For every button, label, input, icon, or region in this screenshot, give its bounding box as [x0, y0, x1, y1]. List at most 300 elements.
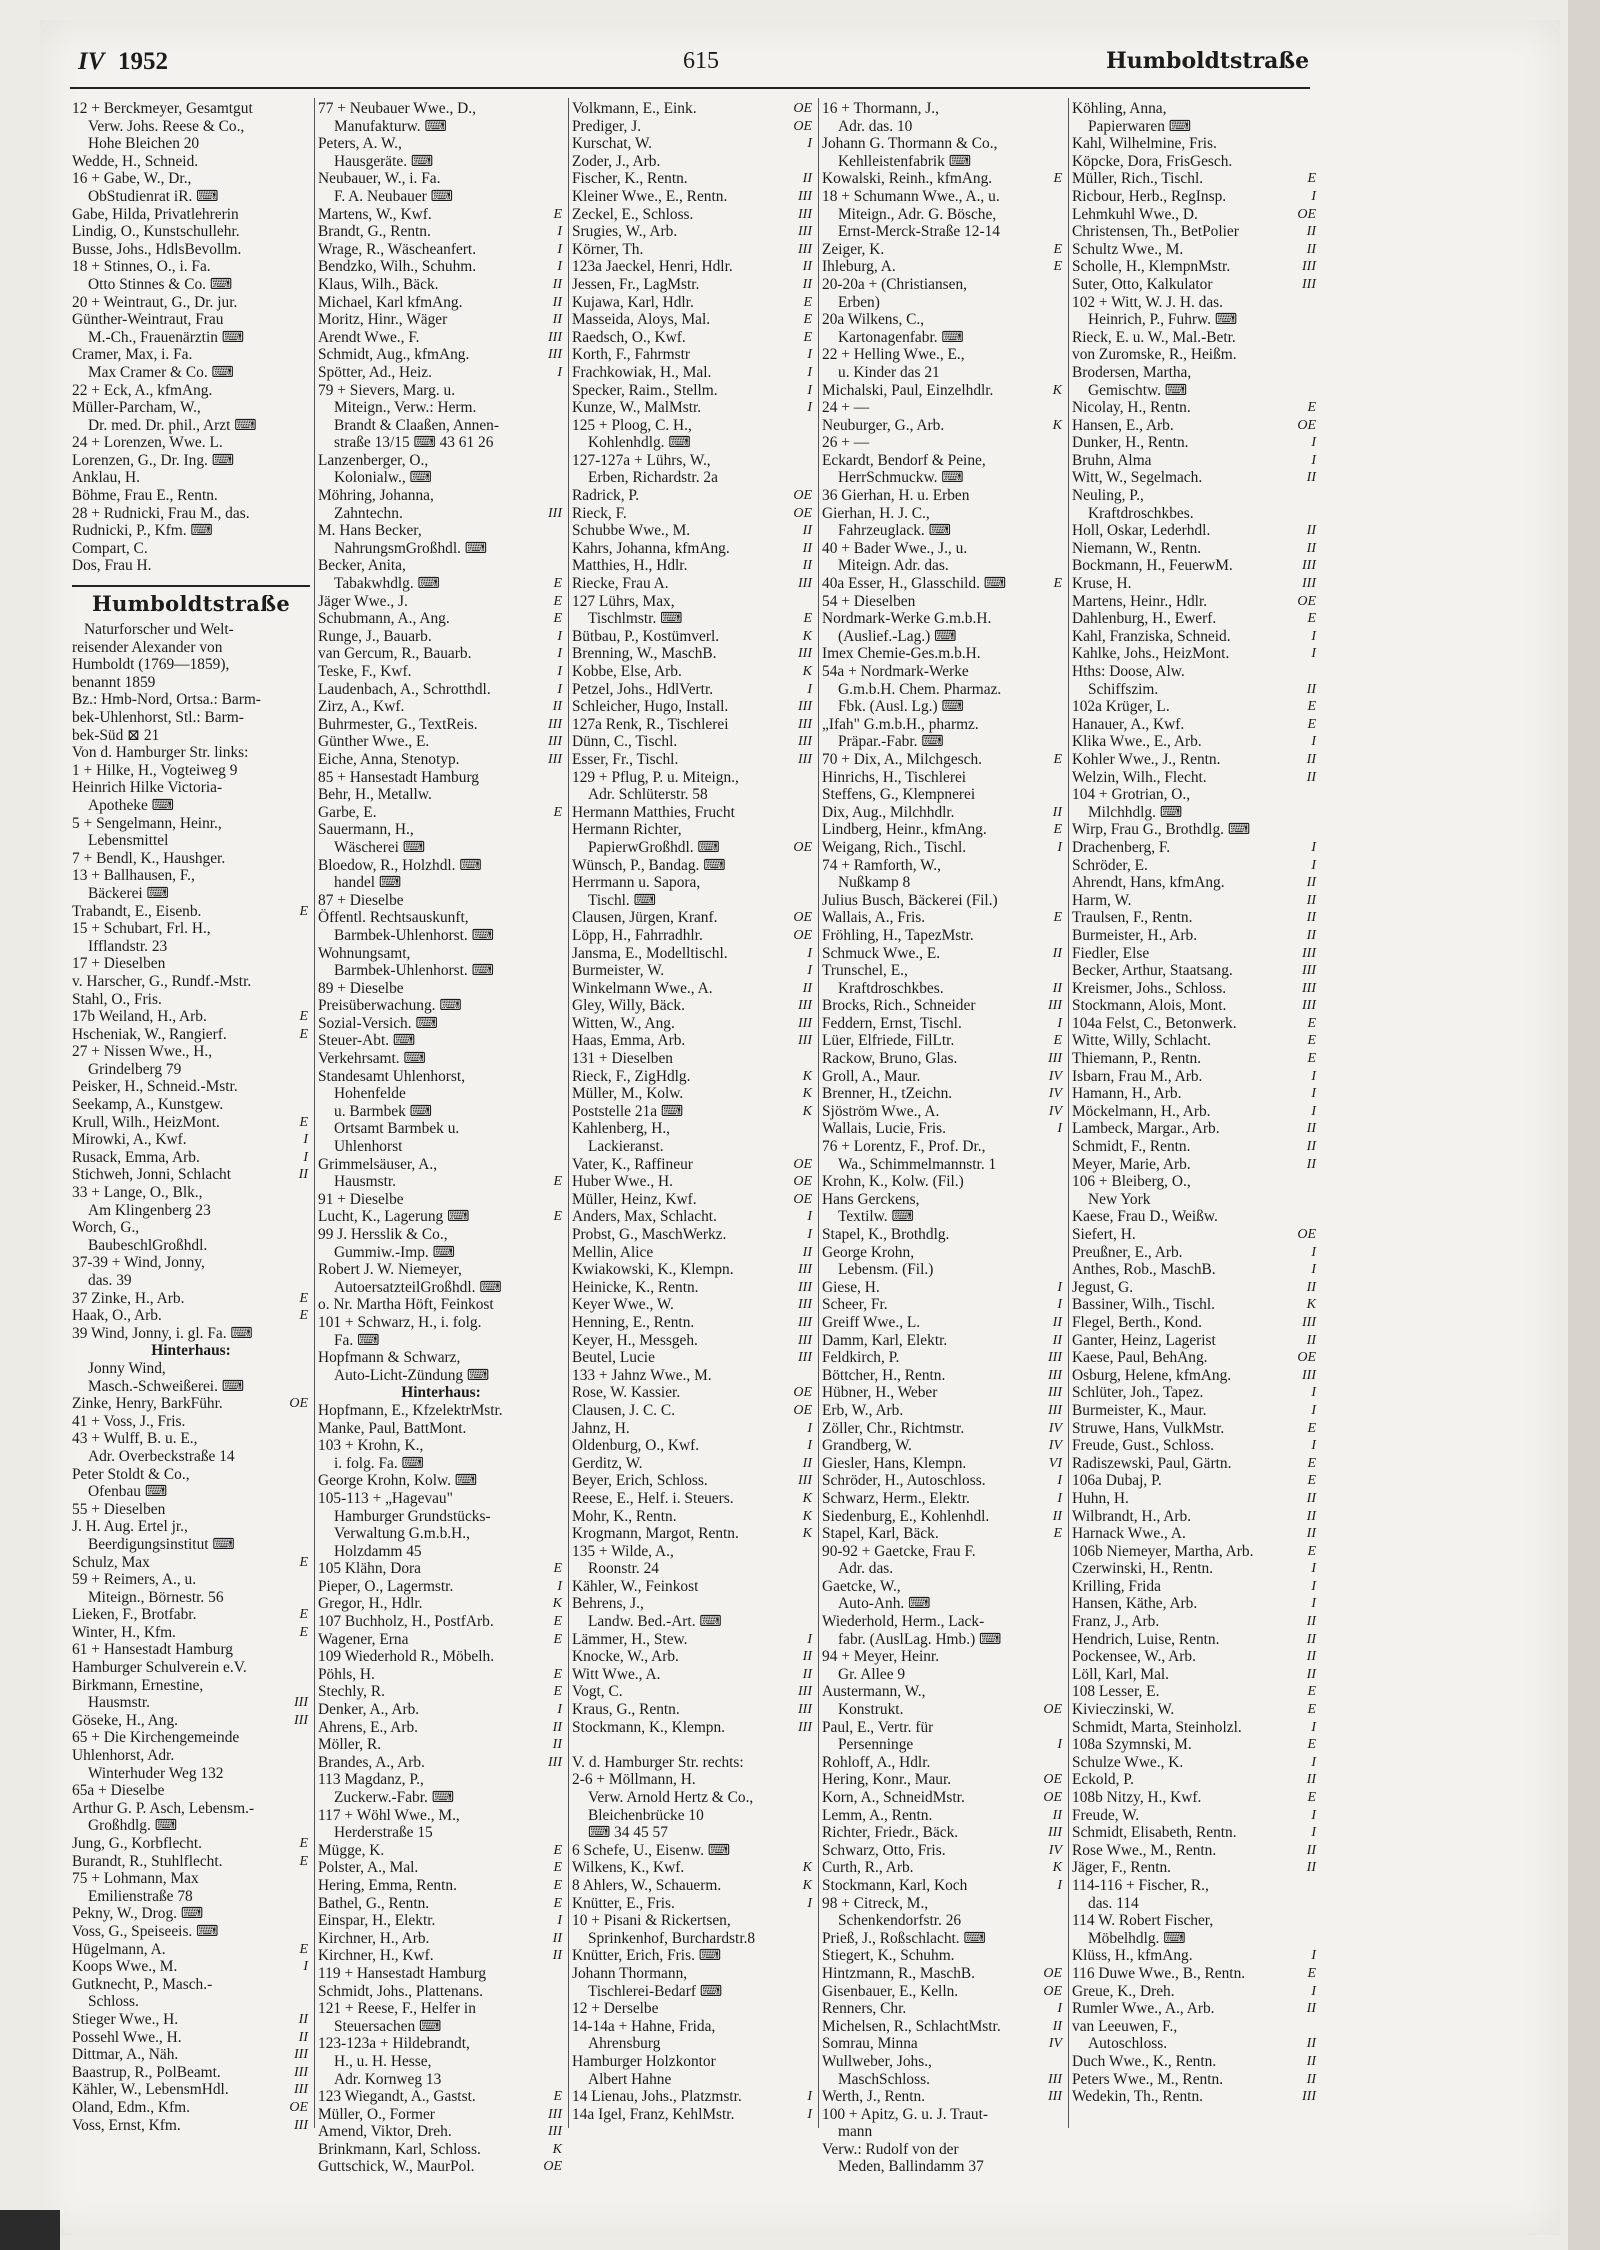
directory-entry: [72, 1870, 310, 1888]
entry-text: Korth, F., Fahrmstr: [572, 346, 691, 364]
directory-entry: [822, 874, 1064, 892]
floor-marker: I: [1311, 1561, 1316, 1577]
entry-text: 2-6 + Möllmann, H.: [572, 1771, 696, 1789]
entry-text: Kobbe, Else, Arb.: [572, 663, 682, 680]
floor-marker: E: [553, 1666, 562, 1682]
floor-marker: OE: [1297, 593, 1316, 609]
floor-marker: [1040, 329, 1064, 347]
directory-entry: [318, 628, 564, 646]
directory-entry: [318, 1666, 564, 1684]
entry-text: Schmuck Wwe., E.: [822, 944, 941, 962]
entry-text: 74 + Ramforth, W.,: [822, 856, 941, 874]
entry-text: 55 + Dieselben: [72, 1500, 166, 1518]
entry-text: Flegel, Berth., Kond.: [1072, 1313, 1202, 1331]
directory-entry: [318, 1455, 564, 1473]
entry-text: Isbarn, Frau M., Arb.: [1072, 1067, 1203, 1085]
directory-entry: [1072, 733, 1318, 751]
floor-marker: [286, 487, 310, 505]
directory-entry: [72, 1659, 310, 1677]
directory-entry: [572, 1807, 814, 1825]
entry-text: Jäger Wwe., J.: [318, 592, 408, 610]
entry-text: ObStudienrat iR. ⌨: [88, 187, 219, 205]
directory-entry: [572, 1085, 814, 1103]
directory-entry: [1072, 346, 1318, 364]
floor-marker: [790, 804, 814, 822]
floor-marker: [1040, 681, 1064, 699]
floor-marker: [540, 2000, 564, 2018]
floor-marker: [790, 417, 814, 435]
directory-entry: [1072, 769, 1318, 787]
floor-marker: [540, 962, 564, 980]
entry-text: von Zuromske, R., Heißm.: [1072, 346, 1237, 364]
entry-text: Rieck, F., ZigHdlg.: [572, 1067, 691, 1085]
directory-entry: [822, 452, 1064, 470]
floor-marker: [1294, 329, 1318, 347]
directory-entry: [318, 540, 564, 558]
entry-text: Ahrensburg: [588, 2035, 661, 2053]
directory-entry: [572, 593, 814, 611]
floor-marker: III: [1302, 980, 1316, 996]
entry-text: 101 + Schwarz, H., i. folg.: [318, 1313, 482, 1331]
entry-text: 105-113 + „Hagevau": [318, 1489, 453, 1507]
floor-marker: II: [1306, 769, 1316, 785]
floor-marker: [286, 1571, 310, 1589]
entry-text: Compart, C.: [72, 539, 148, 557]
entry-text: Erb, W., Arb.: [822, 1401, 904, 1419]
floor-marker: [540, 135, 564, 153]
floor-marker: VI: [1048, 1455, 1062, 1471]
entry-text: Körner, Th.: [572, 240, 644, 258]
entry-text: Kehlleistenfabrik ⌨: [838, 152, 971, 170]
floor-marker: [1040, 733, 1064, 751]
directory-entry: [318, 1789, 564, 1807]
directory-entry: [822, 716, 1064, 734]
floor-marker: K: [802, 1490, 812, 1506]
directory-entry: [318, 1525, 564, 1543]
floor-marker: [790, 1578, 814, 1596]
directory-entry: [318, 909, 564, 927]
directory-entry: [822, 1437, 1064, 1455]
directory-entry: [318, 522, 564, 540]
floor-marker: OE: [289, 1396, 308, 1412]
floor-marker: [540, 1050, 564, 1068]
floor-marker: [540, 1261, 564, 1279]
floor-marker: [286, 920, 310, 938]
entry-text: Landw. Bed.-Art. ⌨: [588, 1613, 722, 1631]
directory-entry: [318, 1050, 564, 1068]
directory-entry: [318, 1824, 564, 1842]
floor-marker: [286, 1466, 310, 1484]
entry-text: 1 + Hilke, H., Vogteiweg 9: [72, 761, 238, 779]
floor-marker: [1040, 1719, 1064, 1737]
directory-entry: [822, 593, 1064, 611]
floor-marker: OE: [1043, 1702, 1062, 1718]
floor-marker: III: [1048, 1825, 1062, 1841]
directory-entry: [72, 1536, 310, 1554]
entry-text: Müller, M., Kolw.: [572, 1085, 684, 1103]
entry-text: mann: [838, 2123, 873, 2141]
floor-marker: [540, 1789, 564, 1807]
directory-entry: [572, 1332, 814, 1350]
floor-marker: [540, 1191, 564, 1209]
directory-entry: [822, 1983, 1064, 2001]
floor-marker: [540, 1402, 564, 1420]
directory-entry: [72, 1923, 310, 1941]
entry-text: Gemischtw. ⌨: [1088, 381, 1188, 399]
entry-text: Petzel, Johs., HdlVertr.: [572, 680, 714, 698]
floor-marker: [1294, 1895, 1318, 1913]
entry-text: Erben): [838, 293, 880, 311]
entry-text: Nicolay, H., Rentn.: [1072, 399, 1191, 417]
entry-text: 61 + Hansestadt Hamburg: [72, 1641, 233, 1659]
entry-text: 8 Ahlers, W., Schauerm.: [572, 1876, 722, 1894]
directory-entry: [572, 1719, 814, 1737]
entry-text: Zahntechn.: [334, 504, 403, 522]
entry-text: Weigang, Rich., Tischl.: [822, 838, 967, 856]
entry-text: Lindberg, Heinr., kfmAng.: [822, 821, 987, 839]
entry-text: Rose, W. Kassier.: [572, 1384, 681, 1402]
entry-text: Bz.: Hmb-Nord, Ortsa.: Barm-: [72, 691, 261, 709]
directory-entry: [318, 892, 564, 910]
entry-text: Kohlenhdlg. ⌨: [588, 434, 691, 452]
floor-marker: E: [299, 1290, 308, 1306]
directory-entry: [572, 1965, 814, 1983]
directory-entry: [822, 857, 1064, 875]
entry-text: Oldenburg, O., Kwf.: [572, 1437, 700, 1455]
directory-entry: [318, 593, 564, 611]
floor-marker: [540, 1807, 564, 1825]
entry-text: Hermann Richter,: [572, 821, 682, 839]
directory-entry: [822, 751, 1064, 769]
entry-text: Czerwinski, H., Rentn.: [1072, 1560, 1214, 1578]
floor-marker: II: [802, 276, 812, 292]
directory-entry: [822, 1631, 1064, 1649]
entry-text: Specker, Raim., Stellm.: [572, 381, 718, 399]
entry-text: Schloss.: [88, 1993, 139, 2011]
entry-text: Suter, Otto, Kalkulator: [1072, 275, 1213, 293]
floor-marker: E: [1053, 751, 1062, 767]
entry-text: Harm, W.: [1072, 891, 1132, 909]
floor-marker: [540, 382, 564, 400]
entry-text: PapierwGroßhdl. ⌨: [588, 838, 720, 856]
floor-marker: [286, 399, 310, 417]
floor-marker: [1040, 2123, 1064, 2141]
directory-entry: [318, 2158, 564, 2176]
entry-text: Kraus, G., Rentn.: [572, 1701, 680, 1719]
directory-entry: [318, 346, 564, 364]
floor-marker: III: [798, 751, 812, 767]
floor-marker: [790, 434, 814, 452]
directory-entry: [572, 1120, 814, 1138]
entry-text: 123a Jaeckel, Henri, Hdlr.: [572, 258, 733, 276]
floor-marker: [286, 329, 310, 347]
entry-text: 22 + Eck, A., kfmAng.: [72, 381, 213, 399]
directory-entry: [318, 997, 564, 1015]
directory-entry: [1072, 223, 1318, 241]
directory-entry: [1072, 452, 1318, 470]
floor-marker: I: [303, 1132, 308, 1148]
directory-entry: [822, 1455, 1064, 1473]
directory-entry: [572, 1983, 814, 2001]
entry-text: Frachkowiak, H., Mal.: [572, 363, 712, 381]
floor-marker: [286, 1923, 310, 1941]
floor-marker: [1040, 1595, 1064, 1613]
directory-entry: [72, 364, 310, 382]
directory-entry: [572, 945, 814, 963]
floor-marker: [790, 1930, 814, 1948]
floor-marker: E: [1307, 1702, 1316, 1718]
floor-marker: III: [1048, 1367, 1062, 1383]
floor-marker: E: [803, 294, 812, 310]
directory-entry: [318, 1138, 564, 1156]
entry-text: Günther-Weintraut, Frau: [72, 311, 224, 329]
floor-marker: [286, 294, 310, 312]
floor-marker: [540, 1367, 564, 1385]
floor-marker: I: [303, 1149, 308, 1165]
directory-entry: [822, 1191, 1064, 1209]
floor-marker: II: [1306, 470, 1316, 486]
directory-entry: [822, 1613, 1064, 1631]
directory-entry: [72, 762, 310, 780]
floor-marker: III: [798, 1473, 812, 1489]
directory-entry: [1072, 1332, 1318, 1350]
entry-text: Traulsen, F., Rentn.: [1072, 909, 1193, 927]
entry-text: Schleicher, Hugo, Install.: [572, 698, 729, 716]
floor-marker: IV: [1048, 2036, 1062, 2052]
directory-entry: [1072, 1402, 1318, 1420]
directory-entry: [1072, 2088, 1318, 2106]
floor-marker: [286, 938, 310, 956]
directory-entry: [572, 1032, 814, 1050]
floor-marker: II: [1306, 1842, 1316, 1858]
floor-marker: [540, 188, 564, 206]
directory-entry: [318, 557, 564, 575]
entry-text: Ahrens, E., Arb.: [318, 1718, 419, 1736]
directory-entry: [572, 909, 814, 927]
floor-marker: [540, 118, 564, 136]
entry-text: 75 + Lohmann, Max: [72, 1870, 199, 1888]
entry-text: Fröhling, H., TapezMstr.: [822, 926, 974, 944]
floor-marker: [1040, 645, 1064, 663]
directory-entry: [572, 364, 814, 382]
directory-entry: [72, 522, 310, 540]
entry-text: Dos, Frau H.: [72, 557, 152, 575]
floor-marker: [286, 1536, 310, 1554]
floor-marker: II: [1306, 681, 1316, 697]
entry-text: Schubbe Wwe., M.: [572, 522, 691, 540]
directory-entry: [72, 2064, 310, 2082]
floor-marker: [286, 1518, 310, 1536]
directory-entry: [822, 1683, 1064, 1701]
floor-marker: I: [807, 681, 812, 697]
entry-text: Werth, J., Rentn.: [822, 2088, 926, 2106]
floor-marker: [540, 821, 564, 839]
floor-marker: E: [553, 1209, 562, 1225]
directory-entry: [822, 100, 1064, 118]
floor-marker: I: [557, 681, 562, 697]
entry-text: Winterhuder Weg 132: [88, 1764, 224, 1782]
directory-entry: [572, 2000, 814, 2018]
directory-entry: [822, 1771, 1064, 1789]
floor-marker: I: [557, 646, 562, 662]
floor-marker: [286, 991, 310, 1009]
entry-text: Gummiw.-Imp. ⌨: [334, 1243, 455, 1261]
floor-marker: I: [1311, 188, 1316, 204]
directory-entry: [318, 1332, 564, 1350]
floor-marker: [540, 1103, 564, 1121]
floor-marker: [286, 621, 310, 639]
entry-text: Ricbour, Herb., RegInsp.: [1072, 187, 1227, 205]
floor-marker: [1040, 1947, 1064, 1965]
directory-entry: [72, 639, 310, 657]
directory-entry: [822, 399, 1064, 417]
floor-marker: III: [798, 1332, 812, 1348]
directory-entry: [572, 628, 814, 646]
entry-text: Milchhdlg. ⌨: [1088, 803, 1183, 821]
directory-entry: [572, 206, 814, 224]
floor-marker: III: [798, 1279, 812, 1295]
floor-marker: III: [548, 734, 562, 750]
directory-entry: [72, 903, 310, 921]
directory-entry: [822, 1349, 1064, 1367]
entry-text: Schwarz, Otto, Fris.: [822, 1841, 946, 1859]
directory-entry: [1072, 575, 1318, 593]
directory-entry: [1072, 1859, 1318, 1877]
directory-entry: [1072, 364, 1318, 382]
entry-text: das. 114: [1088, 1894, 1139, 1912]
directory-entry: [1072, 751, 1318, 769]
entry-text: Kähler, W., Feinkost: [572, 1577, 699, 1595]
directory-entry: [1072, 241, 1318, 259]
floor-marker: II: [1052, 1508, 1062, 1524]
subsection-heading: [318, 1384, 564, 1402]
entry-text: Gisenbauer, E., Kelln.: [822, 1982, 959, 2000]
directory-entry: [72, 241, 310, 259]
floor-marker: E: [1307, 400, 1316, 416]
entry-text: Präpar.-Fabr. ⌨: [838, 733, 944, 751]
entry-text: Arthur G. P. Asch, Lebensm.-: [72, 1799, 255, 1817]
entry-text: Schwarz, Herm., Elektr.: [822, 1489, 970, 1507]
floor-marker: I: [557, 241, 562, 257]
floor-marker: [286, 691, 310, 709]
directory-entry: [572, 1402, 814, 1420]
floor-marker: [286, 311, 310, 329]
directory-entry: [572, 1560, 814, 1578]
directory-entry: [822, 1120, 1064, 1138]
floor-marker: IV: [1048, 1086, 1062, 1102]
floor-marker: [540, 2018, 564, 2036]
directory-entry: [72, 1641, 310, 1659]
directory-entry: [572, 663, 814, 681]
directory-entry: [72, 1571, 310, 1589]
directory-entry: [822, 241, 1064, 259]
directory-entry: [1072, 1895, 1318, 1913]
entry-text: Fiedler, Else: [1072, 944, 1150, 962]
directory-entry: [1072, 153, 1318, 171]
floor-marker: [540, 1983, 564, 2001]
entry-text: Radiszewski, Paul, Gärtn.: [1072, 1454, 1232, 1472]
entry-text: Johann Thormann,: [572, 1964, 688, 1982]
directory-entry: [572, 751, 814, 769]
entry-text: 27 + Nissen Wwe., H.,: [72, 1043, 213, 1061]
floor-marker: E: [1053, 576, 1062, 592]
entry-text: Humboldtstraße: [91, 595, 291, 613]
directory-entry: [1072, 1983, 1318, 2001]
directory-entry: [572, 1789, 814, 1807]
floor-marker: I: [807, 1895, 812, 1911]
directory-entry: [318, 2018, 564, 2036]
floor-marker: I: [1311, 1262, 1316, 1278]
floor-marker: IV: [1048, 1842, 1062, 1858]
directory-entry: [822, 927, 1064, 945]
entry-text: Wallais, A., Fris.: [822, 909, 926, 927]
directory-entry: [72, 744, 310, 762]
floor-marker: II: [298, 2011, 308, 2027]
floor-marker: [286, 1378, 310, 1396]
floor-marker: [540, 874, 564, 892]
floor-marker: [1040, 927, 1064, 945]
entry-text: Gley, Willy, Bäck.: [572, 997, 685, 1015]
entry-text: Anders, Max, Schlacht.: [572, 1208, 717, 1226]
directory-entry: [72, 1448, 310, 1466]
floor-marker: [1040, 1930, 1064, 1948]
entry-text: Brodersen, Martha,: [1072, 363, 1192, 381]
directory-entry: [572, 417, 814, 435]
entry-text: Ihleburg, A.: [822, 258, 896, 276]
directory-entry: [318, 2088, 564, 2106]
directory-entry: [822, 434, 1064, 452]
directory-entry: [1072, 2053, 1318, 2071]
floor-marker: I: [1311, 1402, 1316, 1418]
entry-text: Persenninge: [838, 1736, 914, 1754]
entry-text: Mellin, Alice: [572, 1243, 654, 1261]
floor-marker: [286, 1659, 310, 1677]
entry-text: Textilw. ⌨: [838, 1208, 914, 1226]
entry-text: Möckelmann, H., Arb.: [1072, 1102, 1211, 1120]
directory-entry: [1072, 1349, 1318, 1367]
entry-text: Ganter, Heinz, Lagerist: [1072, 1331, 1216, 1349]
entry-text: Witten, W., Ang.: [572, 1014, 675, 1032]
directory-entry: [72, 1694, 310, 1712]
entry-text: Kahrs, Johanna, kfmAng.: [572, 539, 730, 557]
floor-marker: [790, 1807, 814, 1825]
directory-entry: [822, 962, 1064, 980]
entry-text: 100 + Apitz, G. u. J. Traut-: [822, 2105, 989, 2123]
directory-entry: [318, 751, 564, 769]
floor-marker: [540, 487, 564, 505]
entry-text: Kreismer, Johs., Schloss.: [1072, 979, 1227, 997]
entry-text: Bäckerei ⌨: [88, 884, 169, 902]
floor-marker: E: [1307, 1455, 1316, 1471]
directory-entry: [318, 294, 564, 312]
directory-entry: [318, 188, 564, 206]
entry-text: Lüer, Elfriede, FilLtr.: [822, 1032, 955, 1050]
entry-text: Runge, J., Bauarb.: [318, 627, 432, 645]
directory-entry: [822, 2123, 1064, 2141]
floor-marker: [1040, 505, 1064, 523]
floor-marker: E: [553, 1895, 562, 1911]
directory-entry: [72, 170, 310, 188]
directory-entry: [72, 850, 310, 868]
floor-marker: OE: [793, 839, 812, 855]
entry-text: Schulze Wwe., K.: [1072, 1753, 1184, 1771]
directory-entry: [1072, 1314, 1318, 1332]
entry-text: Amend, Viktor, Dreh.: [318, 2123, 452, 2141]
entry-text: Schultz Wwe., M.: [1072, 240, 1184, 258]
entry-text: Michael, Karl kfmAng.: [318, 293, 463, 311]
directory-entry: [572, 1543, 814, 1561]
floor-marker: III: [1302, 259, 1316, 275]
